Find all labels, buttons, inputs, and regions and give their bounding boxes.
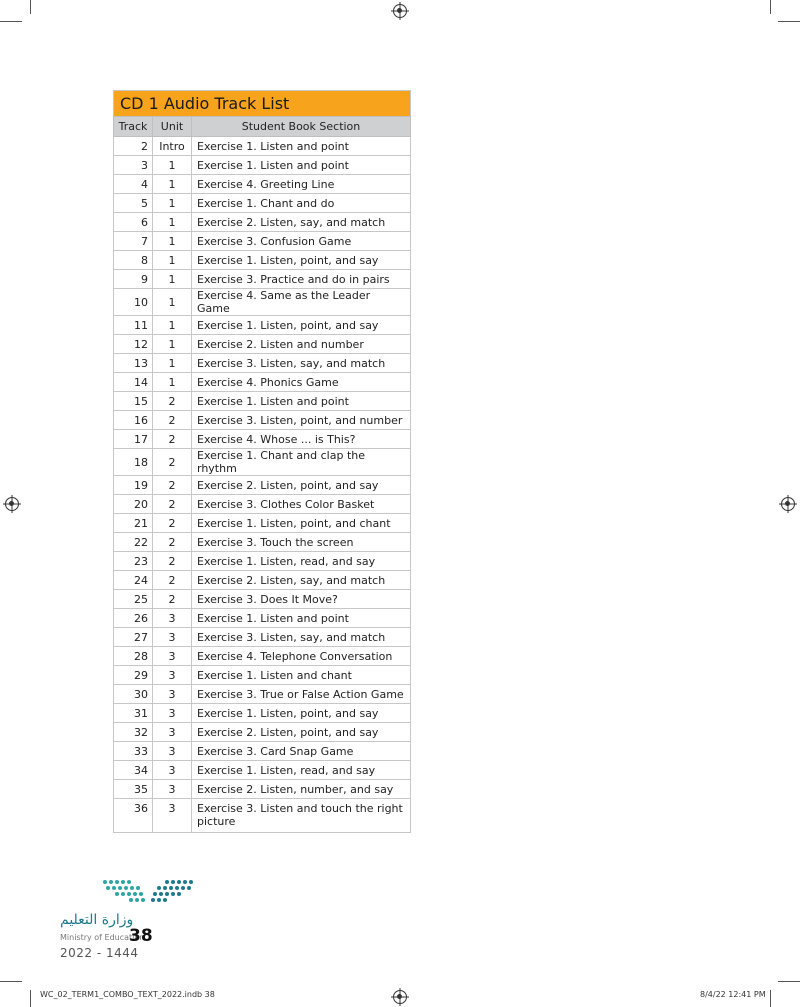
table-row: [114, 476, 411, 495]
table-row: [114, 175, 411, 194]
crop-mark: [778, 981, 800, 982]
track-list-table: [113, 90, 411, 833]
header-unit: Unit: [153, 117, 192, 137]
cell-unit: 3: [153, 609, 192, 628]
cell-unit: 2: [153, 411, 192, 430]
cell-section: Exercise 3. Does It Move?: [192, 590, 411, 609]
cell-track: 25: [114, 590, 153, 609]
cell-section: Exercise 2. Listen, say, and match: [192, 571, 411, 590]
crop-mark: [0, 981, 22, 982]
crop-mark: [0, 21, 22, 22]
cell-section: Exercise 3. Listen and touch the right picture: [192, 799, 411, 833]
cell-unit: 3: [153, 780, 192, 799]
cell-section: Exercise 1. Listen, point, and say: [192, 704, 411, 723]
table-row: [114, 590, 411, 609]
cell-unit: 2: [153, 514, 192, 533]
cell-section: Exercise 2. Listen, number, and say: [192, 780, 411, 799]
cell-section: Exercise 1. Listen and point: [192, 156, 411, 175]
cell-unit: 3: [153, 647, 192, 666]
crop-mark: [30, 990, 31, 1007]
cell-section: Exercise 1. Listen and point: [192, 392, 411, 411]
registration-mark-icon: [781, 497, 795, 511]
table-row: [114, 799, 411, 833]
table-row: [114, 780, 411, 799]
table-row: [114, 392, 411, 411]
cell-section: Exercise 3. Listen, point, and number: [192, 411, 411, 430]
cell-track: 23: [114, 552, 153, 571]
cell-unit: 1: [153, 316, 192, 335]
table-row: [114, 685, 411, 704]
cell-track: 3: [114, 156, 153, 175]
cell-unit: 2: [153, 533, 192, 552]
cell-track: 32: [114, 723, 153, 742]
cell-section: Exercise 3. Listen, say, and match: [192, 628, 411, 647]
cell-section: Exercise 1. Listen and point: [192, 609, 411, 628]
table-row: [114, 354, 411, 373]
cell-unit: 1: [153, 175, 192, 194]
cell-track: 5: [114, 194, 153, 213]
cell-track: 33: [114, 742, 153, 761]
table-row: [114, 552, 411, 571]
cell-unit: 2: [153, 392, 192, 411]
cell-track: 15: [114, 392, 153, 411]
ministry-logo-icon: [101, 876, 193, 906]
table-row: [114, 704, 411, 723]
cell-unit: 1: [153, 289, 192, 316]
cell-section: Exercise 1. Listen, point, and say: [192, 251, 411, 270]
cell-unit: 1: [153, 335, 192, 354]
cell-track: 16: [114, 411, 153, 430]
cell-track: 10: [114, 289, 153, 316]
edition-year: 2022 - 1444: [60, 946, 139, 960]
cell-section: Exercise 1. Listen, read, and say: [192, 552, 411, 571]
cell-unit: 1: [153, 251, 192, 270]
cell-unit: 3: [153, 799, 192, 833]
cell-section: Exercise 3. Listen, say, and match: [192, 354, 411, 373]
cell-track: 21: [114, 514, 153, 533]
cell-unit: Intro: [153, 137, 192, 156]
table-row: [114, 430, 411, 449]
table-row: [114, 194, 411, 213]
ministry-name-arabic: وزارة التعليم: [60, 912, 134, 928]
cell-unit: 2: [153, 476, 192, 495]
cell-section: Exercise 1. Listen, point, and say: [192, 316, 411, 335]
cell-unit: 2: [153, 449, 192, 476]
cell-section: Exercise 3. Practice and do in pairs: [192, 270, 411, 289]
page-number: 38: [129, 926, 153, 946]
ministry-name-english: Ministry of Education: [60, 933, 145, 942]
cell-track: 18: [114, 449, 153, 476]
table-row: [114, 289, 411, 316]
cell-section: Exercise 3. True or False Action Game: [192, 685, 411, 704]
cell-section: Exercise 2. Listen and number: [192, 335, 411, 354]
table-row: [114, 213, 411, 232]
table-row: [114, 628, 411, 647]
header-section: Student Book Section: [192, 117, 411, 137]
cell-unit: 1: [153, 232, 192, 251]
table-row: [114, 761, 411, 780]
cell-section: Exercise 4. Telephone Conversation: [192, 647, 411, 666]
cell-unit: 1: [153, 354, 192, 373]
cell-track: 11: [114, 316, 153, 335]
cell-track: 8: [114, 251, 153, 270]
cell-unit: 1: [153, 194, 192, 213]
table-row: [114, 514, 411, 533]
crop-mark: [778, 21, 800, 22]
cell-unit: 3: [153, 761, 192, 780]
cell-track: 13: [114, 354, 153, 373]
table-header-row: [114, 117, 411, 137]
cell-unit: 2: [153, 552, 192, 571]
cell-track: 28: [114, 647, 153, 666]
cell-section: Exercise 3. Touch the screen: [192, 533, 411, 552]
table-title: CD 1 Audio Track List: [113, 90, 411, 116]
table-row: [114, 232, 411, 251]
cell-track: 4: [114, 175, 153, 194]
cell-section: Exercise 4. Greeting Line: [192, 175, 411, 194]
cell-section: Exercise 1. Chant and clap the rhythm: [192, 449, 411, 476]
cell-section: Exercise 2. Listen, point, and say: [192, 476, 411, 495]
cell-track: 17: [114, 430, 153, 449]
registration-mark-icon: [393, 990, 407, 1004]
cell-track: 9: [114, 270, 153, 289]
crop-mark: [770, 990, 771, 1007]
cell-unit: 1: [153, 270, 192, 289]
cell-unit: 3: [153, 666, 192, 685]
cell-unit: 2: [153, 590, 192, 609]
table-row: [114, 251, 411, 270]
cell-track: 26: [114, 609, 153, 628]
footer-timestamp: 8/4/22 12:41 PM: [700, 990, 766, 999]
cell-section: Exercise 3. Card Snap Game: [192, 742, 411, 761]
cell-section: Exercise 1. Listen and chant: [192, 666, 411, 685]
cell-unit: 1: [153, 156, 192, 175]
cell-unit: 3: [153, 685, 192, 704]
cell-section: Exercise 3. Confusion Game: [192, 232, 411, 251]
cell-section: Exercise 4. Whose ... is This?: [192, 430, 411, 449]
table-row: [114, 449, 411, 476]
cell-track: 31: [114, 704, 153, 723]
table-row: [114, 666, 411, 685]
footer-file-name: WC_02_TERM1_COMBO_TEXT_2022.indb 38: [40, 990, 215, 999]
cell-track: 20: [114, 495, 153, 514]
table-row: [114, 137, 411, 156]
cell-unit: 2: [153, 495, 192, 514]
cell-unit: 3: [153, 723, 192, 742]
cell-track: 2: [114, 137, 153, 156]
cell-track: 34: [114, 761, 153, 780]
cell-section: Exercise 1. Listen and point: [192, 137, 411, 156]
header-track: Track: [114, 117, 153, 137]
cell-section: Exercise 1. Chant and do: [192, 194, 411, 213]
table-row: [114, 742, 411, 761]
cell-unit: 2: [153, 430, 192, 449]
cell-unit: 2: [153, 571, 192, 590]
cell-track: 24: [114, 571, 153, 590]
table-row: [114, 495, 411, 514]
table-row: [114, 411, 411, 430]
cell-section: Exercise 1. Listen, point, and chant: [192, 514, 411, 533]
table-row: [114, 571, 411, 590]
cell-section: Exercise 2. Listen, say, and match: [192, 213, 411, 232]
cell-track: 36: [114, 799, 153, 833]
cell-section: Exercise 4. Phonics Game: [192, 373, 411, 392]
table-row: [114, 723, 411, 742]
cell-unit: 3: [153, 704, 192, 723]
cell-track: 12: [114, 335, 153, 354]
registration-mark-icon: [393, 4, 407, 18]
cell-track: 30: [114, 685, 153, 704]
cell-track: 27: [114, 628, 153, 647]
cell-track: 7: [114, 232, 153, 251]
cell-section: Exercise 1. Listen, read, and say: [192, 761, 411, 780]
cell-track: 35: [114, 780, 153, 799]
cell-track: 14: [114, 373, 153, 392]
cell-track: 22: [114, 533, 153, 552]
cell-unit: 1: [153, 213, 192, 232]
cell-unit: 3: [153, 742, 192, 761]
table-row: [114, 270, 411, 289]
crop-mark: [30, 0, 31, 14]
cell-unit: 3: [153, 628, 192, 647]
table-row: [114, 316, 411, 335]
table-row: [114, 647, 411, 666]
table-row: [114, 533, 411, 552]
cell-track: 29: [114, 666, 153, 685]
crop-mark: [770, 0, 771, 14]
cell-track: 6: [114, 213, 153, 232]
table-row: [114, 335, 411, 354]
table-row: [114, 609, 411, 628]
table-row: [114, 156, 411, 175]
cell-unit: 1: [153, 373, 192, 392]
cell-section: Exercise 2. Listen, point, and say: [192, 723, 411, 742]
table-body: [114, 137, 411, 833]
registration-mark-icon: [5, 497, 19, 511]
cell-section: Exercise 4. Same as the Leader Game: [192, 289, 411, 316]
cell-section: Exercise 3. Clothes Color Basket: [192, 495, 411, 514]
table-row: [114, 373, 411, 392]
cell-track: 19: [114, 476, 153, 495]
